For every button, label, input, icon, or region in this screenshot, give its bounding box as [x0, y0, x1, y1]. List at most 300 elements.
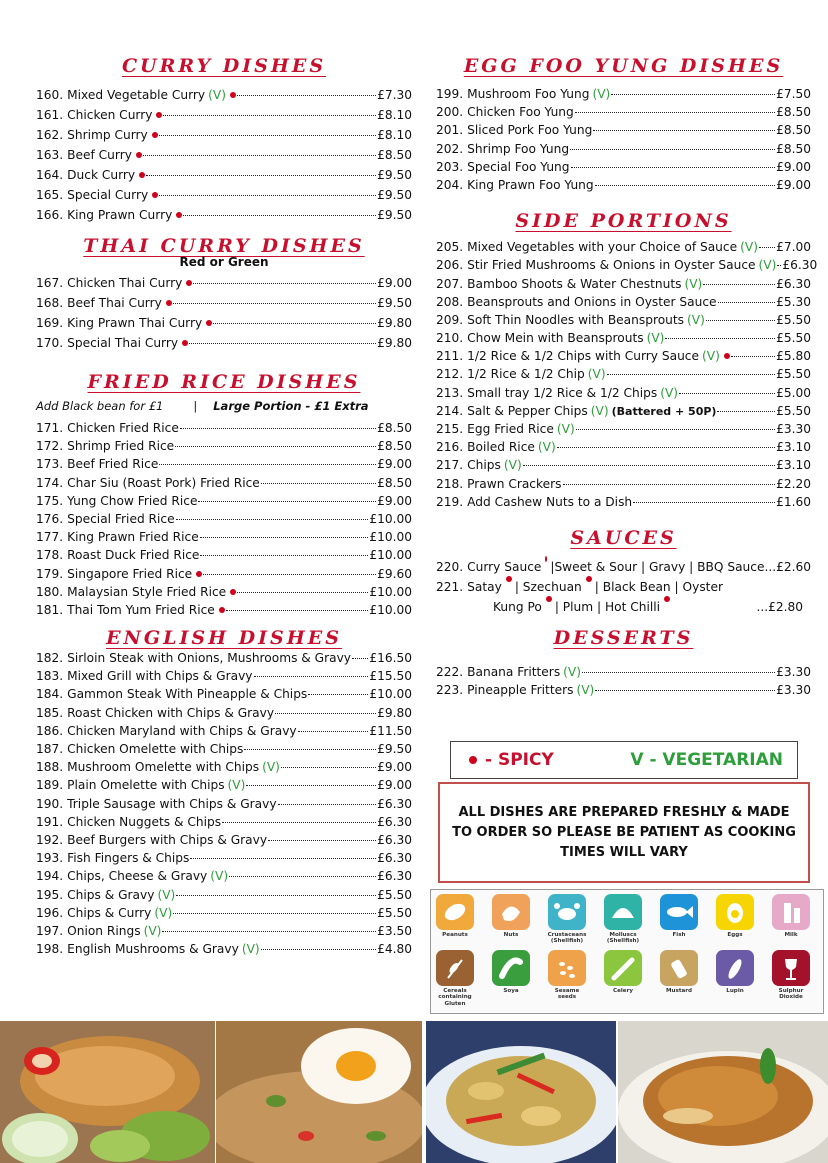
leader-dots: [571, 167, 776, 168]
sauce-line-220: 220. Curry Sauce |Sweet & Sour | Gravy | BBQ Sauce ...£2.60: [436, 557, 811, 577]
menu-item: [36, 145, 412, 165]
item-number: 182.: [36, 651, 64, 666]
item-price: £9.00: [377, 276, 412, 290]
item-name: Special Foo Yung: [467, 159, 570, 174]
item-price: £9.00: [776, 177, 811, 192]
item-price: £9.00: [377, 778, 412, 793]
item-name: Mixed Vegetable Curry (V): [67, 85, 236, 105]
menu-item: [36, 273, 412, 293]
menu-item: [36, 510, 412, 528]
vegetarian-marker: (V): [590, 403, 609, 418]
leader-dots: [665, 338, 775, 339]
item-number: 192.: [36, 832, 64, 847]
vegetarian-marker: (V): [587, 367, 606, 382]
leader-dots: [143, 155, 376, 156]
spicy-icon: [506, 576, 512, 582]
allergen-label: Mustard: [665, 988, 693, 994]
item-name: Triple Sausage with Chips & Gravy: [67, 796, 277, 811]
leader-dots: [213, 323, 376, 324]
curry-list: [36, 85, 412, 225]
item-price: £9.00: [377, 457, 412, 472]
allergen-milk: [771, 894, 811, 938]
item-number: 201.: [436, 123, 464, 138]
item-name: Small tray 1/2 Rice & 1/2 Chips (V): [467, 385, 679, 400]
spicy-icon: [136, 152, 142, 158]
desserts-list: [436, 663, 811, 699]
vegetarian-marker: (V): [687, 312, 705, 327]
allergen-peanuts: [435, 894, 475, 938]
peanut-icon: [436, 894, 474, 930]
item-name: Chips, Cheese & Gravy (V): [67, 869, 229, 884]
item-price: £9.50: [377, 188, 412, 202]
vegetarian-marker: (V): [684, 276, 703, 291]
left-column: [36, 55, 412, 958]
item-price: £9.00: [377, 493, 412, 508]
item-name: Roast Chicken with Chips & Gravy: [67, 705, 275, 720]
menu-item: [436, 140, 811, 158]
leader-dots: [281, 767, 376, 768]
item-name: Banana Fritters (V): [467, 664, 582, 679]
leader-dots: [229, 876, 376, 877]
allergen-label: Peanuts: [442, 932, 468, 938]
item-price: £5.80: [776, 349, 811, 364]
vegetarian-marker: (V): [563, 664, 582, 679]
item-name: Malaysian Style Fried Rice: [67, 583, 236, 601]
spicy-icon: [664, 596, 670, 602]
vegetarian-marker: (V): [227, 778, 246, 793]
vegetarian-marker: (V): [556, 422, 575, 436]
photo-chow-mein: [618, 1021, 828, 1163]
item-number: 172.: [36, 439, 64, 454]
item-name: Add Cashew Nuts to a Dish: [467, 494, 633, 509]
item-price: £8.50: [776, 105, 811, 120]
item-price: £6.30: [377, 832, 412, 847]
vegetarian-marker: (V): [537, 440, 556, 455]
leader-dots: [198, 501, 376, 502]
item-price: £3.30: [776, 422, 811, 436]
item-name: Chips & Gravy (V): [67, 887, 176, 902]
allergen-label: Fish: [672, 932, 686, 938]
menu-item: [36, 492, 412, 510]
item-name: Mushroom Omelette with Chips (V): [67, 760, 280, 775]
leader-dots: [777, 265, 781, 266]
spicy-icon: [206, 320, 212, 326]
menu-item: [436, 402, 811, 420]
spicy-icon: [152, 132, 158, 138]
item-price: £10.00: [369, 602, 412, 617]
menu-item: [436, 493, 811, 511]
leader-dots: [582, 672, 775, 673]
item-name: Mixed Vegetables with your Choice of Sauce (V): [467, 240, 758, 255]
item-price: £8.10: [377, 128, 412, 142]
sauce-line-221-cont: Kung Po | Plum | Hot Chilli ...£2.80: [436, 597, 811, 617]
spicy-icon: [230, 92, 236, 98]
photo-stir-fry: [426, 1021, 616, 1163]
leader-dots: [576, 429, 775, 430]
leader-dots: [237, 592, 368, 593]
vegetarian-marker: (V): [758, 258, 777, 273]
vegetarian-marker: (V): [702, 349, 720, 364]
item-name: Fish Fingers & Chips: [67, 851, 190, 866]
allergen-cereals-containing-gluten: [435, 950, 475, 1007]
allergen-label: Nuts: [503, 932, 519, 938]
item-name: Boiled Rice (V): [467, 440, 556, 455]
item-number: 187.: [36, 742, 64, 756]
leader-dots: [703, 284, 775, 285]
item-name: Beansprouts and Onions in Oyster Sauce: [467, 294, 717, 309]
item-price: £3.10: [776, 440, 811, 455]
legend-box: [450, 741, 798, 779]
item-number: 178.: [36, 548, 64, 563]
item-number: 212.: [436, 367, 464, 382]
menu-item: [36, 474, 412, 492]
lupin-icon: [716, 950, 754, 986]
item-price: £8.50: [377, 439, 412, 454]
menu-item: [36, 722, 412, 740]
item-number: 202.: [436, 141, 464, 156]
menu-item: [436, 85, 811, 103]
item-name: English Mushrooms & Gravy (V): [67, 942, 260, 957]
menu-item: [36, 940, 412, 958]
spicy-icon: [545, 556, 547, 562]
spicy-icon: [196, 571, 202, 577]
leader-dots: [246, 785, 376, 786]
item-name: King Prawn Foo Yung: [467, 177, 594, 192]
leader-dots: [176, 519, 369, 520]
wine-icon: [772, 950, 810, 986]
vegetarian-legend: V - VEGETARIAN: [630, 750, 783, 770]
curry-title: CURRY DISHES: [121, 55, 327, 77]
leader-dots: [180, 428, 376, 429]
item-price: £15.50: [369, 669, 412, 684]
spicy-icon: [152, 192, 158, 198]
leader-dots: [203, 574, 376, 575]
item-price: £5.50: [377, 905, 412, 920]
item-price: £6.30: [377, 851, 412, 866]
vegetarian-marker: (V): [157, 887, 176, 902]
item-number: 219.: [436, 494, 464, 509]
item-name: Thai Tom Yum Fried Rice: [67, 601, 225, 619]
leader-dots: [175, 446, 376, 447]
item-number: 214.: [436, 403, 464, 418]
leader-dots: [173, 303, 376, 304]
item-price: £9.60: [377, 566, 412, 581]
desserts-title: DESSERTS: [553, 626, 694, 649]
allergen-crustaceans-shellfish: [547, 894, 587, 945]
item-number: 210.: [436, 331, 464, 346]
allergen-molluscs-shellfish: [603, 894, 643, 945]
menu-item: [36, 583, 412, 601]
menu-item: [36, 437, 412, 455]
item-number: 175.: [36, 493, 64, 508]
item-number: 197.: [36, 923, 64, 938]
item-name: Beef Curry: [67, 145, 142, 165]
allergen-chart: [430, 889, 824, 1014]
item-number: 205.: [436, 240, 464, 255]
vegetarian-marker: (V): [143, 923, 162, 938]
item-number: 162.: [36, 128, 64, 142]
menu-item: [436, 365, 811, 383]
item-number: 168.: [36, 296, 64, 310]
leader-dots: [193, 283, 376, 284]
menu-item: [36, 333, 412, 353]
photo-chicken-salad: [0, 1021, 215, 1163]
leader-dots: [731, 356, 775, 357]
leader-dots: [200, 537, 369, 538]
menu-item: [36, 867, 412, 885]
item-number: 199.: [436, 87, 464, 101]
wheat-icon: [436, 950, 474, 986]
item-price: £9.80: [377, 316, 412, 330]
allergen-label: Sulphur Dioxide: [778, 988, 804, 1001]
menu-item: [36, 886, 412, 904]
leader-dots: [226, 610, 369, 611]
note-separator: |: [193, 399, 198, 413]
menu-item: [36, 105, 412, 125]
item-price: £8.50: [776, 123, 811, 138]
allergen-lupin: [715, 950, 755, 994]
item-price: £10.00: [369, 548, 412, 563]
allergen-label: Celery: [612, 988, 633, 994]
item-number: 179.: [36, 566, 64, 581]
leader-dots: [717, 411, 775, 412]
allergen-mustard: [659, 950, 699, 994]
leader-dots: [261, 483, 376, 484]
sesame-icon: [548, 950, 586, 986]
black-bean-note: Add Black bean for £1: [36, 399, 164, 413]
item-price: £6.30: [377, 796, 412, 811]
english-list: [36, 649, 412, 958]
menu-item: [436, 329, 811, 347]
item-name: Prawn Crackers: [467, 476, 562, 491]
soya-icon: [492, 950, 530, 986]
fried-rice-title: FRIED RICE DISHES: [87, 371, 361, 393]
menu-item: [436, 311, 811, 329]
leader-dots: [244, 749, 376, 750]
item-number: 169.: [36, 316, 64, 330]
item-name: Chips (V): [467, 458, 522, 473]
item-number: 203.: [436, 159, 464, 174]
leader-dots: [557, 447, 775, 448]
leader-dots: [679, 393, 775, 394]
allergen-label: Lupin: [726, 988, 744, 994]
item-price: £9.80: [377, 705, 412, 720]
item-price: £9.50: [377, 296, 412, 310]
menu-item: [436, 475, 811, 493]
item-name: Beef Fried Rice: [67, 457, 159, 472]
leader-dots: [261, 949, 376, 950]
item-price: £7.00: [776, 240, 811, 255]
menu-item: [36, 85, 412, 105]
item-name: Shrimp Curry: [67, 125, 158, 145]
item-name: Soft Thin Noodles with Beansprouts (V): [467, 312, 705, 327]
item-price: £9.50: [377, 168, 412, 182]
allergen-sulphur-dioxide: [771, 950, 811, 1001]
thai-list: [36, 273, 412, 353]
leader-dots: [183, 215, 376, 216]
item-price: £5.50: [776, 312, 811, 327]
item-price: £8.50: [377, 475, 412, 490]
item-number: 206.: [436, 258, 464, 273]
leader-dots: [162, 931, 376, 932]
item-name: Mushroom Foo Yung (V): [467, 87, 611, 101]
menu-item: [36, 904, 412, 922]
leader-dots: [718, 302, 776, 303]
allergen-nuts: [491, 894, 531, 938]
leader-dots: [237, 95, 376, 96]
item-name: Chips & Curry (V): [67, 905, 173, 920]
vegetarian-marker: (V): [576, 683, 595, 698]
leader-dots: [254, 676, 369, 677]
menu-item: [36, 601, 412, 619]
allergen-celery: [603, 950, 643, 994]
item-number: 196.: [36, 905, 64, 920]
item-number: 208.: [436, 294, 464, 309]
item-name: Bamboo Shoots & Water Chestnuts (V): [467, 276, 703, 291]
menu-item: [36, 776, 412, 794]
menu-item: [436, 103, 811, 121]
menu-item: [36, 313, 412, 333]
item-name: Special Fried Rice: [67, 511, 175, 526]
menu-item: [436, 456, 811, 474]
item-name: Chicken Thai Curry: [67, 273, 192, 293]
menu-item: [436, 438, 811, 456]
menu-item: [36, 419, 412, 437]
spicy-icon: [586, 576, 592, 582]
item-number: 165.: [36, 188, 64, 202]
item-name: Chicken Maryland with Chips & Gravy: [67, 723, 297, 738]
allergen-eggs: [715, 894, 755, 938]
leader-dots: [570, 149, 775, 150]
menu-item: [36, 293, 412, 313]
sauces-title: SAUCES: [570, 526, 677, 549]
leader-dots: [575, 112, 775, 113]
item-number: 223.: [436, 683, 464, 698]
mustard-icon: [660, 950, 698, 986]
menu-item: [36, 667, 412, 685]
vegetarian-marker: (V): [241, 942, 260, 957]
item-name: Egg Fried Rice (V): [467, 422, 575, 436]
item-price: £8.50: [377, 421, 412, 435]
item-number: 213.: [436, 385, 464, 400]
item-number: 218.: [436, 476, 464, 491]
photo-fried-rice-egg: [216, 1021, 422, 1163]
item-name: 1/2 Rice & 1/2 Chips with Curry Sauce (V): [467, 347, 730, 365]
item-price: £5.00: [776, 385, 811, 400]
allergen-label: Crustaceans (Shellfish): [547, 932, 587, 945]
item-name: Mixed Grill with Chips & Gravy: [67, 669, 253, 684]
spicy-icon: [166, 300, 172, 306]
item-price: £10.00: [369, 584, 412, 599]
item-number: 171.: [36, 421, 64, 435]
vegetarian-marker: (V): [660, 385, 679, 400]
leader-dots: [278, 804, 377, 805]
item-name: Pineapple Fritters (V): [467, 683, 595, 698]
leader-dots: [563, 484, 776, 485]
item-number: 176.: [36, 511, 64, 526]
item-name: King Prawn Fried Rice: [67, 530, 199, 545]
item-price: £10.00: [369, 511, 412, 526]
leader-dots: [200, 555, 368, 556]
item-number: 177.: [36, 530, 64, 545]
menu-item: [436, 384, 811, 402]
menu-item: [36, 546, 412, 564]
item-name: 1/2 Rice & 1/2 Chip (V): [467, 367, 606, 382]
item-name: Chicken Fried Rice: [67, 421, 179, 435]
leader-dots: [163, 115, 376, 116]
leader-dots: [159, 464, 376, 465]
leader-dots: [308, 694, 368, 695]
spicy-icon: [186, 280, 192, 286]
item-extra: (Battered + 50P): [611, 404, 717, 418]
item-price: £5.50: [377, 887, 412, 902]
leader-dots: [190, 858, 376, 859]
allergen-label: Eggs: [727, 932, 743, 938]
menu-item: [436, 176, 811, 194]
item-price: £9.00: [377, 760, 412, 775]
spicy-icon: [176, 212, 182, 218]
vegetarian-marker: (V): [740, 240, 758, 255]
leader-dots: [159, 135, 376, 136]
vegetarian-marker: (V): [592, 87, 611, 101]
item-price: £6.30: [776, 276, 811, 291]
item-number: 198.: [36, 942, 64, 957]
item-name: Roast Duck Fried Rice: [67, 548, 200, 563]
leader-dots: [222, 822, 376, 823]
menu-item: [436, 256, 818, 274]
menu-item: [36, 185, 412, 205]
allergen-sesame-seeds: [547, 950, 587, 1001]
item-name: Shrimp Foo Yung: [467, 141, 570, 156]
item-price: £8.50: [377, 148, 412, 162]
item-number: 186.: [36, 723, 64, 738]
spicy-dot-icon: [469, 756, 477, 764]
item-name: Beef Burgers with Chips & Gravy: [67, 832, 268, 847]
allergen-fish: [659, 894, 699, 938]
item-number: 195.: [36, 887, 64, 902]
item-price: £9.00: [776, 159, 811, 174]
item-price: £9.80: [377, 336, 412, 350]
item-price: £11.50: [369, 723, 412, 738]
egg-foo-yung-list: [436, 85, 811, 194]
item-price: £9.50: [377, 208, 412, 222]
item-number: 204.: [436, 177, 464, 192]
item-price: £8.50: [776, 141, 811, 156]
notice-text: ALL DISHES ARE PREPARED FRESHLY & MADE TO ORDER SO PLEASE BE PATIENT AS COOKING TIMES WILL VARY: [452, 804, 796, 860]
item-name: Singapore Fried Rice: [67, 565, 202, 583]
leader-dots: [268, 840, 376, 841]
allergen-label: Milk: [784, 932, 798, 938]
item-price: £10.00: [369, 530, 412, 545]
celery-icon: [604, 950, 642, 986]
allergen-label: Sesame seeds: [554, 988, 580, 1001]
menu-item: [436, 663, 811, 681]
item-price: £3.30: [776, 664, 811, 679]
item-number: 173.: [36, 457, 64, 472]
leader-dots: [523, 465, 775, 466]
allergen-label: Soya: [503, 988, 519, 994]
item-price: £5.50: [776, 331, 811, 346]
item-price: £6.30: [377, 869, 412, 884]
spicy-icon: [230, 589, 236, 595]
sauce-line-221: 221. Satay | Szechuan | Black Bean | Oyster: [436, 577, 811, 597]
leader-dots: [146, 175, 376, 176]
item-number: 189.: [36, 778, 64, 793]
item-name: Salt & Pepper Chips (V) (Battered + 50P): [467, 403, 717, 418]
fried-rice-note: [36, 399, 412, 413]
menu-item: [436, 121, 811, 139]
menu-item: [436, 158, 811, 176]
